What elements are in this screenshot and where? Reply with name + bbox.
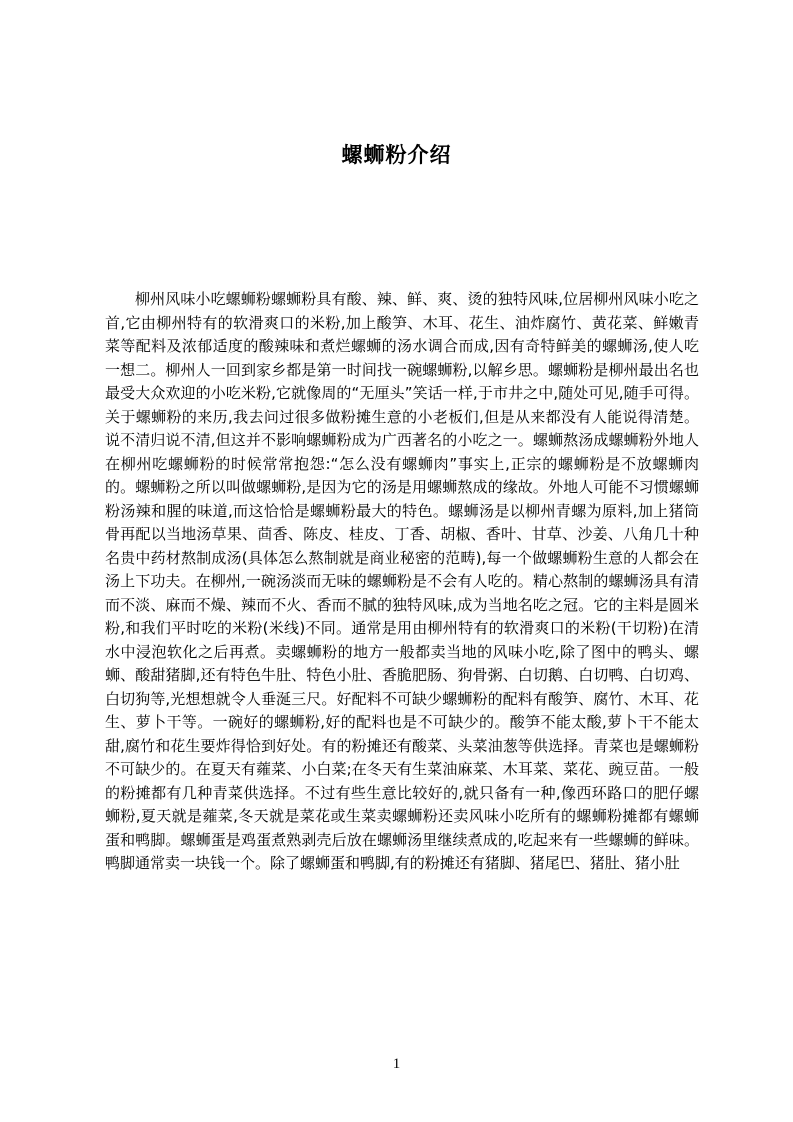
body-paragraph: 柳州风味小吃螺蛳粉螺蛳粉具有酸、辣、鲜、爽、烫的独特风味,位居柳州风味小吃之首,它由柳州特有的软滑爽口的米粉,加上酸笋、木耳、花生、油炸腐竹、黄花菜、鲜嫩青菜等配料及浓郁适度的酸辣味和煮烂螺蛳的汤水调合而成,因有奇特鲜美的螺蛳汤,使人吃一想二。柳州人一回到家乡都是第一时间找一碗螺蛳粉,以解乡思。螺蛳粉是柳州最出名也最受大众欢迎的小吃米粉,它就像周的“无厘头”笑话一样,于市井之中,随处可见,随手可得。关于螺蛳粉的来历,我去问过很多做粉摊生意的小老板们,但是从来都没有人能说得清楚。说不清归说不清,但这并不影响螺蛳粉成为广西著名的小吃之一。螺蛳熬汤成螺蛳粉外地人在柳州吃螺蛳粉的时候常常抱怨:“怎么没有螺蛳肉”事实上,正宗的螺蛳粉是不放螺蛳肉的。螺蛳粉之所以叫做螺蛳粉,是因为它的汤是用螺蛳熬成的缘故。外地人可能不习惯螺蛳粉汤辣和腥的味道,而这恰恰是螺蛳粉最大的特色。螺蛳汤是以柳州青螺为原料,加上猪筒骨再配以当地汤草果、茴香、陈皮、桂皮、丁香、胡椒、香叶、甘草、沙姜、八角几十种名贵中药材熬制成汤(具体怎么熬制就是商业秘密的范畴),每一个做螺蛳粉生意的人都会在汤上下功夫。在柳州,一碗汤淡而无味的螺蛳粉是不会有人吃的。精心熬制的螺蛳汤具有清而不淡、麻而不燥、辣而不火、香而不腻的独特风味,成为当地名吃之冠。它的主料是圆米粉,和我们平时吃的米粉(米线)不同。通常是用由柳州特有的软滑爽口的米粉(干切粉)在清水中浸泡软化之后再煮。卖螺蛳粉的地方一般都卖当地的风味小吃,除了图中的鸭头、螺蛳、酸甜猪脚,还有特色牛肚、特色小肚、香脆肥肠、狗骨粥、白切鹅、白切鸭、白切鸡、白切狗等,光想想就令人垂涎三尺。好配料不可缺少螺蛳粉的配料有酸笋、腐竹、木耳、花生、萝卜干等。一碗好的螺蛳粉,好的配料也是不可缺少的。酸笋不能太酸,萝卜干不能太甜,腐竹和花生要炸得恰到好处。有的粉摊还有酸菜、头菜油葱等供选择。青菜也是螺蛳粉不可缺少的。在夏天有蕹菜、小白菜;在冬天有生菜油麻菜、木耳菜、菜花、豌豆苗。一般的粉摊都有几种青菜供选择。不过有些生意比较好的,就只备有一种,像西环路口的肥仔螺蛳粉,夏天就是蕹菜,冬天就是菜花或生菜卖螺蛳粉还卖风味小吃所有的螺蛳粉摊都有螺蛳蛋和鸭脚。螺蛳蛋是鸡蛋煮熟剥壳后放在螺蛳汤里继续煮成的,吃起来有一些螺蛳的鲜味。鸭脚通常卖一块钱一个。除了螺蛳蛋和鸭脚,有的粉摊还有猪脚、猪尾巴、猪肚、猪小肚 — [105, 290, 699, 872]
page-number: 1 — [392, 1056, 401, 1072]
document-title: 螺蛳粉介绍 — [341, 143, 452, 167]
